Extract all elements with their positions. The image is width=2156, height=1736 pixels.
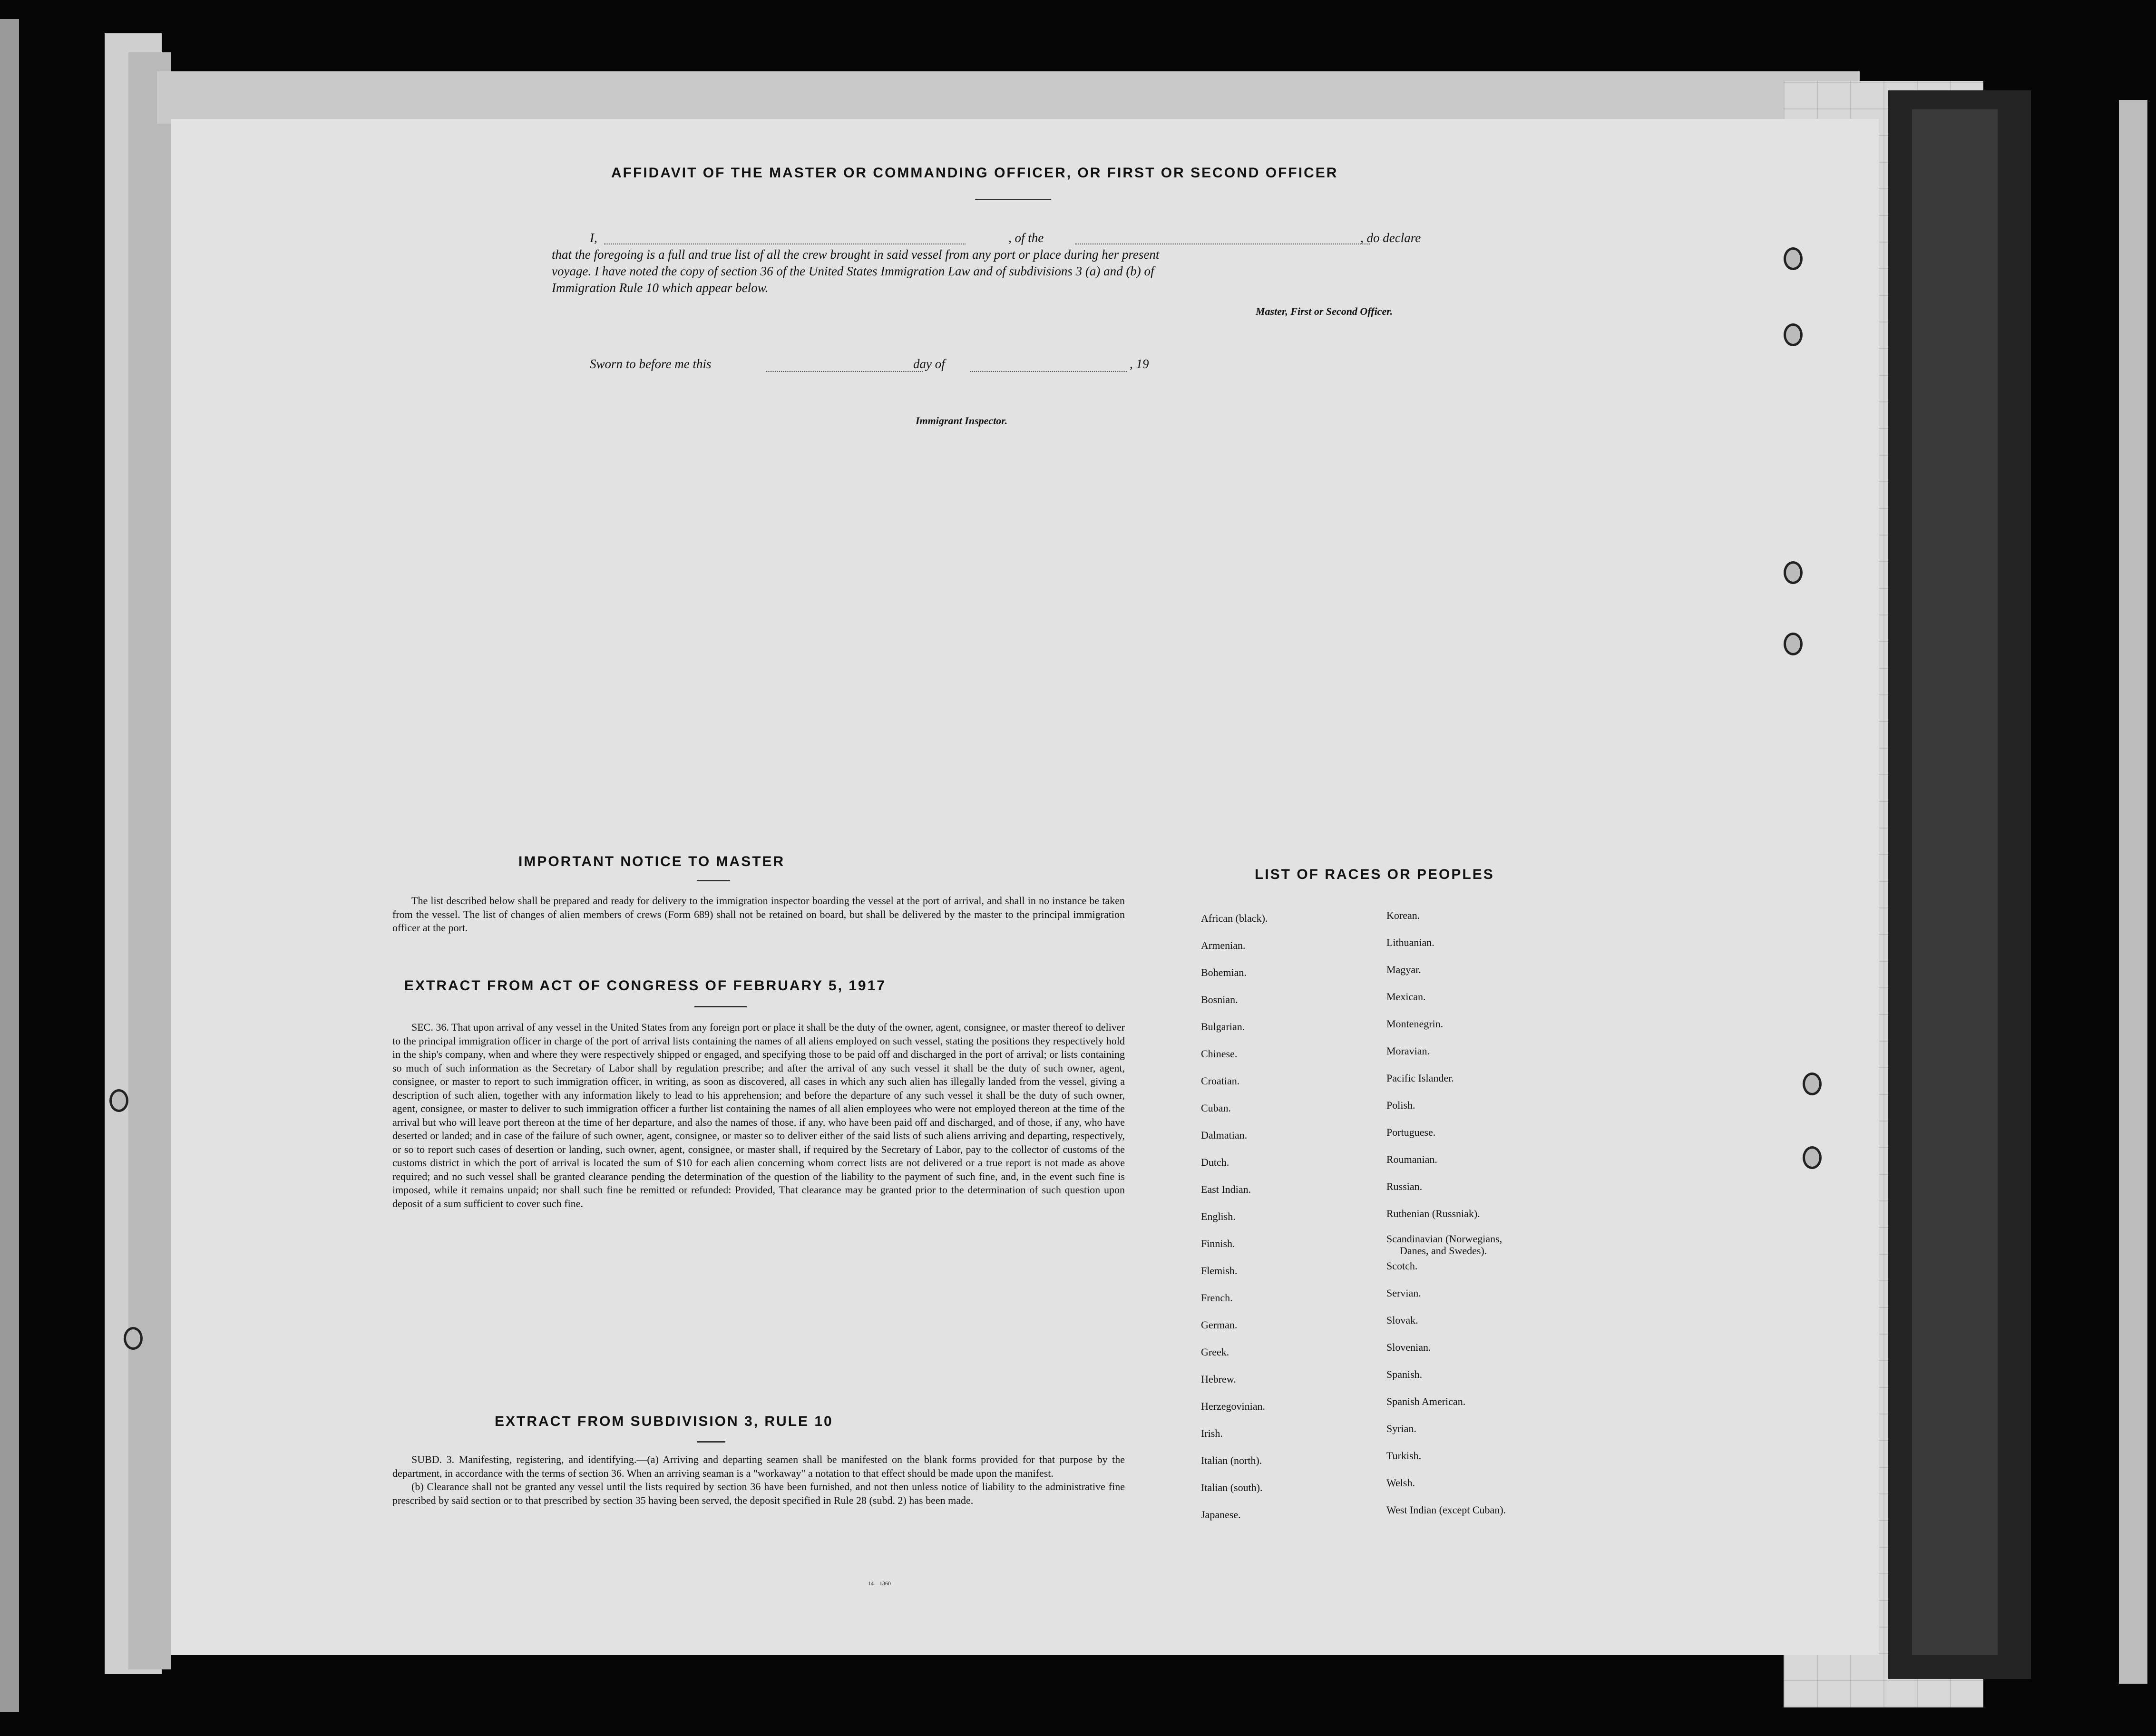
race-item: French.: [1201, 1292, 1233, 1304]
underlying-sheet-left-shadow: [128, 52, 171, 1669]
notice-title: IMPORTANT NOTICE TO MASTER: [518, 854, 785, 869]
punch-hole: [1803, 1073, 1822, 1095]
punch-hole: [109, 1089, 128, 1112]
extract-act-rule: [694, 1006, 747, 1007]
race-item: Japanese.: [1201, 1509, 1241, 1521]
race-item: Montenegrin.: [1386, 1018, 1444, 1030]
race-item: Cuban.: [1201, 1102, 1231, 1114]
race-item: Hebrew.: [1201, 1373, 1236, 1385]
race-item: African (black).: [1201, 912, 1268, 924]
punch-hole: [124, 1327, 143, 1350]
extract-rule-text: [392, 1453, 1125, 1507]
affidavit-title: AFFIDAVIT OF THE MASTER OR COMMANDING OFFICER, OR FIRST OR SECOND OFFICER: [611, 165, 1338, 181]
race-item: Korean.: [1386, 909, 1420, 921]
race-item: Slovak.: [1386, 1314, 1418, 1326]
extract-rule-rule: [697, 1441, 725, 1443]
races-title: LIST OF RACES OR PEOPLES: [1255, 867, 1494, 882]
race-item: Turkish.: [1386, 1450, 1422, 1462]
race-item: Bosnian.: [1201, 994, 1238, 1005]
race-item: Russian.: [1386, 1180, 1423, 1192]
affidavit-do-declare: , do declare: [1360, 231, 1421, 245]
form-number: 14—1360: [868, 1580, 891, 1587]
punch-hole: [1784, 247, 1803, 270]
sworn-text: Sworn to before me this: [590, 357, 712, 371]
dark-backing-sheet-inner: [1912, 109, 1998, 1655]
race-item: East Indian.: [1201, 1183, 1251, 1195]
race-item: Italian (north).: [1201, 1454, 1262, 1466]
race-item: Flemish.: [1201, 1265, 1238, 1277]
affidavit-of-the: , of the: [1008, 231, 1044, 245]
race-item: English.: [1201, 1210, 1236, 1222]
underlying-sheet-top: [157, 71, 1860, 124]
extract-act-text: [392, 1021, 1125, 1210]
race-item: Bulgarian.: [1201, 1021, 1245, 1033]
race-item: Spanish American.: [1386, 1395, 1466, 1407]
race-item: Lithuanian.: [1386, 936, 1434, 948]
underlying-sheet-right-edge: [2119, 100, 2147, 1684]
race-item: Croatian.: [1201, 1075, 1240, 1087]
section-36-paragraph: SEC. 36. That upon arrival of any vessel in the United States from any foreign port or place it shall be the duty of the owner, agent, consignee, or master thereof to deliver to the principal immigration officer in charge of the port of arrival lists containing the names of all aliens employed on such vessel, stating the positions they respectively hold in the ship's company, when and where they were respectively shipped or engaged, and specifying those to be paid off and discharged in the port of arrival; or lists containing so much of such information as the Secretary of Labor shall by regulation prescribe; and after the arrival of any such vessel it shall be the duty of such owner, agent, consignee, or master to report to such immigration officer, in writing, as soon as discovered, all cases in which any such alien has illegally landed from the vessel, giving a description of such alien, together with any information likely to lead to his apprehension; and before the departure of any such vessel it shall be the duty of such owner, agent, consignee, or master to deliver to such immigration officer a further list containing the names of all alien employees who were not employed thereon at the time of the arrival but who will leave port thereon at the time of her departure, and also the names of those, if any, who have been paid off and discharged, and of those, if any, who have deserted or landed; and in case of the failure of such owner, agent, consignee, or master so to deliver either of the said lists of such aliens arriving and departing, respectively, or so to report such cases of desertion or landing, such owner, agent, consignee, or master shall, if required by the Secretary of Labor, pay to the collector of customs of the customs district in which the port of arrival is located the sum of $10 for each alien concerning whom correct lists are not delivered or a true report is not made as above required; and no such vessel shall be granted clearance pending the determination of the question of the liability to the payment of such fine, and, in the event such fine is imposed, while it remains unpaid; nor shall such fine be remitted or refunded: Provided, That clearance may be granted prior to the determination of such question upon deposit of a sum sufficient to cover such fine.: [392, 1021, 1125, 1209]
race-item: Greek.: [1201, 1346, 1229, 1358]
race-item: Ruthenian (Russniak).: [1386, 1208, 1480, 1219]
race-item: Syrian.: [1386, 1423, 1416, 1434]
affidavit-line-2: voyage. I have noted the copy of section 36 of the United States Immigration Law and of subdivisions 3 (a) and (b) of: [552, 264, 1154, 278]
punch-hole: [1784, 633, 1803, 655]
race-item: Italian (south).: [1201, 1482, 1263, 1493]
manifest-back-page: [171, 119, 1879, 1655]
race-item: Magyar.: [1386, 964, 1421, 975]
race-item: Scotch.: [1386, 1260, 1418, 1272]
race-item: Moravian.: [1386, 1045, 1430, 1057]
race-item: Armenian.: [1201, 939, 1246, 951]
punch-hole: [1784, 561, 1803, 584]
inspector-caption: Immigrant Inspector.: [916, 415, 1008, 427]
notice-rule: [697, 880, 730, 881]
race-item: German.: [1201, 1319, 1238, 1331]
race-item: Polish.: [1386, 1099, 1415, 1111]
race-item: Bohemian.: [1201, 966, 1247, 978]
affidavit-line-1: that the foregoing is a full and true list of all the crew brought in said vessel from any port or place during her present: [552, 247, 1160, 262]
race-item: Chinese.: [1201, 1048, 1238, 1060]
affidavit-line-3: Immigration Rule 10 which appear below.: [552, 281, 769, 295]
subdivision-a-paragraph: SUBD. 3. Manifesting, registering, and identifying.—(a) Arriving and departing seamen shall be manifested on the blank forms provided for that purpose by the department, in accordance with the terms of section 36. When an arriving seaman is a "workaway" a notation to that effect should be made upon the manifest.: [392, 1453, 1125, 1479]
race-item: Dutch.: [1201, 1156, 1229, 1168]
sworn-day-blank: [766, 371, 923, 372]
year-text: , 19: [1130, 357, 1149, 371]
subdivision-b-paragraph: (b) Clearance shall not be granted any vessel until the lists required by section 36 have been furnished, and not then unless notice of liability to the administrative fine prescribed by said section or to that prescribed by section 35 having been served, the deposit specified in Rule 28 (subd. 2) has been made.: [392, 1481, 1125, 1506]
race-item: Dalmatian.: [1201, 1129, 1248, 1141]
race-item: Finnish.: [1201, 1238, 1235, 1249]
film-edge-left: [0, 19, 19, 1712]
race-item: Spanish.: [1386, 1368, 1423, 1380]
race-item: Herzegovinian.: [1201, 1400, 1265, 1412]
sworn-month-blank: [970, 371, 1127, 372]
signature-caption: Master, First or Second Officer.: [1256, 305, 1393, 317]
day-of-text: day of: [913, 357, 945, 371]
race-item-continuation: Danes, and Swedes).: [1400, 1245, 1487, 1257]
race-item: Mexican.: [1386, 991, 1426, 1003]
notice-text: [392, 894, 1125, 935]
race-item: Scandinavian (Norwegians,: [1386, 1233, 1502, 1245]
punch-hole: [1803, 1146, 1822, 1169]
affidavit-i: I,: [590, 231, 597, 245]
punch-hole: [1784, 323, 1803, 346]
race-item: Pacific Islander.: [1386, 1072, 1454, 1084]
race-item: Slovenian.: [1386, 1341, 1431, 1353]
race-item: West Indian (except Cuban).: [1386, 1504, 1506, 1516]
race-item: Roumanian.: [1386, 1153, 1437, 1165]
race-item: Irish.: [1201, 1427, 1223, 1439]
race-item: Welsh.: [1386, 1477, 1415, 1489]
title-rule: [975, 199, 1051, 200]
extract-rule-title: EXTRACT FROM SUBDIVISION 3, RULE 10: [495, 1414, 833, 1429]
notice-paragraph: The list described below shall be prepared and ready for delivery to the immigration inspector boarding the vessel at the port of arrival, and shall in no instance be taken from the vessel. The list of changes of alien members of crews (Form 689) shall not be retained on board, but shall be delivered by the master to the principal immigration officer at the port.: [392, 895, 1125, 934]
race-item: Portuguese.: [1386, 1126, 1436, 1138]
extract-act-title: EXTRACT FROM ACT OF CONGRESS OF FEBRUARY 5, 1917: [404, 978, 886, 994]
race-item: Servian.: [1386, 1287, 1421, 1299]
